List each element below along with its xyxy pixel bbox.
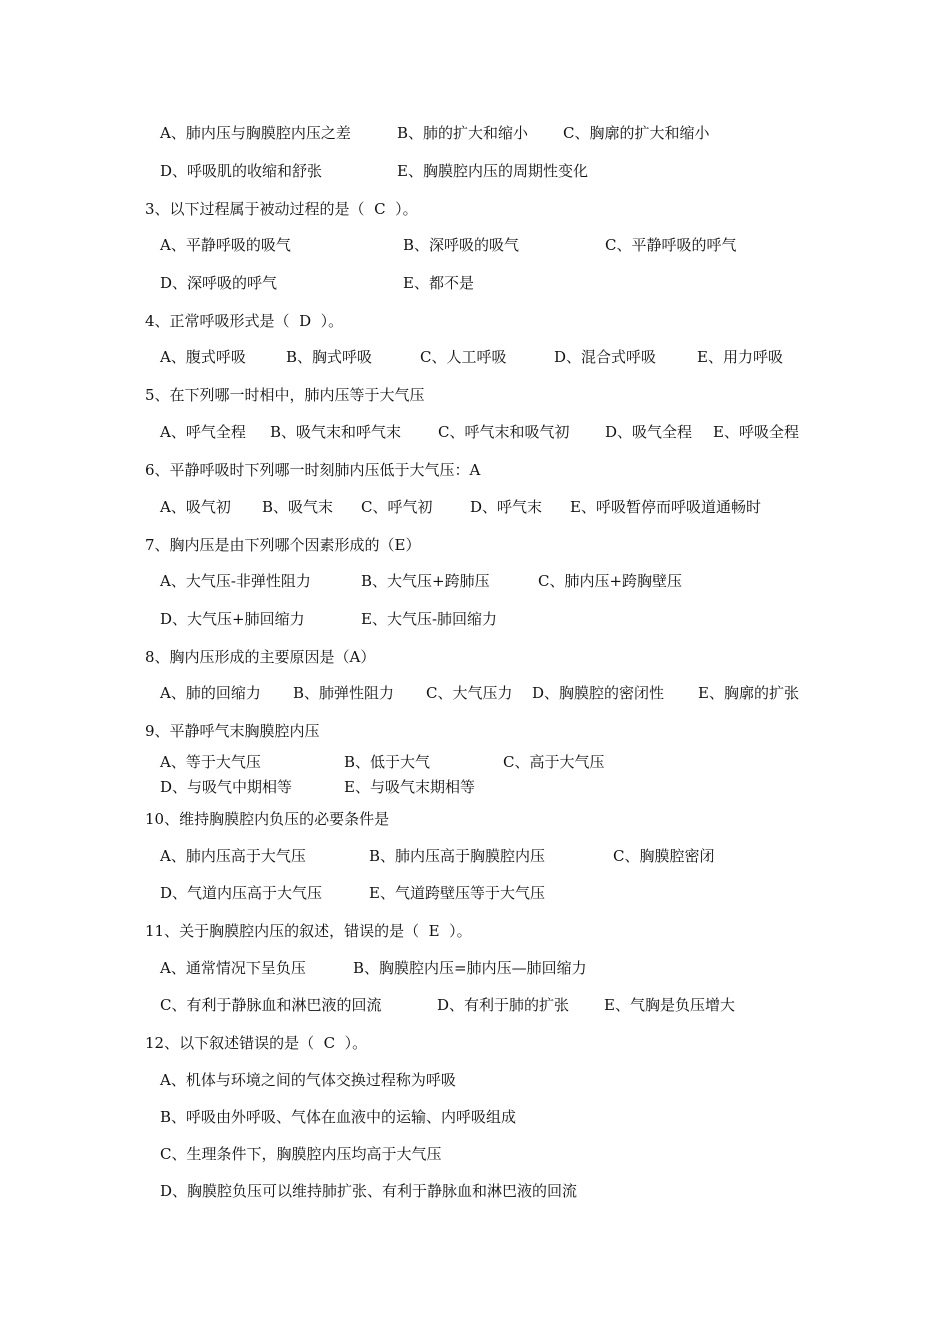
option-text: B、胸膜腔内压=肺内压—肺回缩力	[353, 959, 587, 977]
option-row	[0, 160, 950, 182]
option-text: B、肺内压高于胸膜腔内压	[369, 847, 546, 865]
option-text: E、胸廓的扩张	[698, 684, 799, 702]
question-text: 7、胸内压是由下列哪个因素形成的（E）	[145, 536, 421, 554]
option-text: D、与吸气中期相等	[160, 778, 293, 796]
option-text: D、有利于肺的扩张	[437, 996, 570, 1014]
option-text: C、生理条件下，胸膜腔内压均高于大气压	[160, 1145, 442, 1163]
option-text: E、用力呼吸	[697, 348, 783, 366]
question-text: 6、平静呼吸时下列哪一时刻肺内压低于大气压：A	[145, 461, 481, 479]
option-row	[0, 994, 950, 1016]
option-row	[0, 608, 950, 630]
option-text: A、等于大气压	[160, 753, 261, 771]
option-row	[0, 1143, 950, 1165]
question-stem	[0, 1032, 950, 1054]
question-stem	[0, 310, 950, 332]
option-text: A、腹式呼吸	[160, 348, 246, 366]
question-text: 9、平静呼气末胸膜腔内压	[145, 722, 320, 740]
option-row	[0, 496, 950, 518]
option-text: C、有利于静脉血和淋巴液的回流	[160, 996, 382, 1014]
option-row	[0, 234, 950, 256]
option-text: D、呼吸肌的收缩和舒张	[160, 162, 323, 180]
question-stem	[0, 459, 950, 481]
option-row	[0, 272, 950, 294]
option-text: D、混合式呼吸	[554, 348, 657, 366]
option-row	[0, 882, 950, 904]
option-text: E、胸膜腔内压的周期性变化	[397, 162, 588, 180]
option-row	[0, 845, 950, 867]
option-text: A、肺内压与胸膜腔内压之差	[160, 124, 351, 142]
question-stem	[0, 720, 950, 742]
option-text: B、吸气末和呼气末	[270, 423, 402, 441]
question-text: 11、关于胸膜腔内压的叙述，错误的是（ E ）。	[145, 922, 472, 940]
option-row	[0, 682, 950, 704]
question-stem	[0, 384, 950, 406]
option-text: C、胸廓的扩大和缩小	[563, 124, 710, 142]
option-text: A、机体与环境之间的气体交换过程称为呼吸	[160, 1071, 456, 1089]
option-text: C、呼气初	[361, 498, 433, 516]
question-text: 5、在下列哪一时相中，肺内压等于大气压	[145, 386, 425, 404]
option-text: B、深呼吸的吸气	[403, 236, 520, 254]
option-text: C、肺内压+跨胸壁压	[538, 572, 683, 590]
option-row	[0, 1106, 950, 1128]
option-text: D、胸膜腔负压可以维持肺扩张、有利于静脉血和淋巴液的回流	[160, 1182, 578, 1200]
question-text: 3、以下过程属于被动过程的是（ C ）。	[145, 200, 418, 218]
option-text: E、气道跨壁压等于大气压	[369, 884, 545, 902]
option-text: A、大气压-非弹性阻力	[160, 572, 311, 590]
option-text: B、胸式呼吸	[286, 348, 373, 366]
option-text: C、人工呼吸	[420, 348, 507, 366]
option-row	[0, 421, 950, 443]
option-text: B、肺弹性阻力	[293, 684, 395, 702]
question-stem	[0, 198, 950, 220]
option-text: C、胸膜腔密闭	[613, 847, 715, 865]
option-text: D、吸气全程	[605, 423, 693, 441]
option-row	[0, 570, 950, 592]
option-text: B、呼吸由外呼吸、气体在血液中的运输、内呼吸组成	[160, 1108, 517, 1126]
option-text: B、吸气末	[262, 498, 334, 516]
option-text: C、平静呼吸的呼气	[605, 236, 737, 254]
option-text: E、呼吸全程	[713, 423, 799, 441]
option-text: A、平静呼吸的吸气	[160, 236, 291, 254]
option-text: D、呼气末	[470, 498, 543, 516]
option-text: A、肺内压高于大气压	[160, 847, 306, 865]
question-text: 10、维持胸膜腔内负压的必要条件是	[145, 810, 390, 828]
option-row	[0, 346, 950, 368]
option-row	[0, 122, 950, 144]
option-text: B、低于大气	[344, 753, 431, 771]
option-text: E、与吸气末期相等	[344, 778, 475, 796]
option-row	[0, 1180, 950, 1202]
option-text: A、呼气全程	[160, 423, 246, 441]
option-text: E、气胸是负压增大	[604, 996, 735, 1014]
question-stem	[0, 534, 950, 556]
option-text: E、呼吸暂停而呼吸道通畅时	[570, 498, 761, 516]
option-text: B、大气压+跨肺压	[361, 572, 490, 590]
option-text: D、深呼吸的呼气	[160, 274, 278, 292]
option-text: A、通常情况下呈负压	[160, 959, 306, 977]
option-row	[0, 957, 950, 979]
option-text: D、胸膜腔的密闭性	[532, 684, 665, 702]
question-text: 8、胸内压形成的主要原因是（A）	[145, 648, 376, 666]
option-text: E、大气压-肺回缩力	[361, 610, 498, 628]
option-text: C、高于大气压	[503, 753, 605, 771]
question-stem	[0, 646, 950, 668]
question-stem	[0, 808, 950, 830]
question-text: 12、以下叙述错误的是（ C ）。	[145, 1034, 368, 1052]
option-text: D、气道内压高于大气压	[160, 884, 323, 902]
option-text: B、肺的扩大和缩小	[397, 124, 529, 142]
question-text: 4、正常呼吸形式是（ D ）。	[145, 312, 344, 330]
option-row	[0, 751, 950, 773]
option-row	[0, 776, 950, 798]
option-row	[0, 1069, 950, 1091]
option-text: E、都不是	[403, 274, 474, 292]
option-text: D、大气压+肺回缩力	[160, 610, 305, 628]
option-text: A、吸气初	[160, 498, 231, 516]
option-text: C、大气压力	[426, 684, 513, 702]
question-stem	[0, 920, 950, 942]
option-text: C、呼气末和吸气初	[438, 423, 570, 441]
option-text: A、肺的回缩力	[160, 684, 261, 702]
